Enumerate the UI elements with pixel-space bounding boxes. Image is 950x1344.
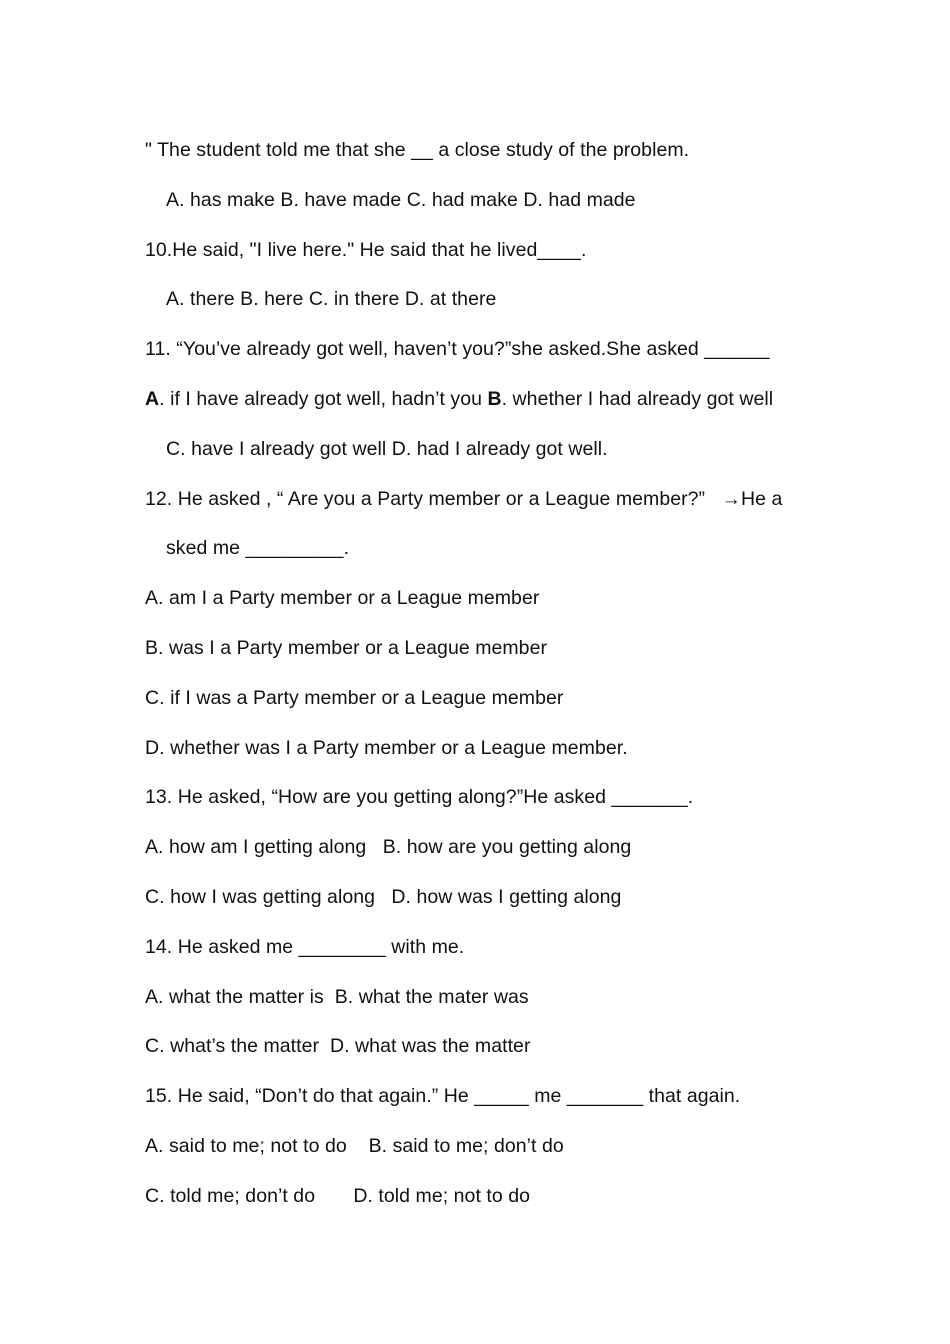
question-15-stem: 15. He said, “Don’t do that again.” He _____ me _______ that again. <box>145 1085 741 1108</box>
question-9-options: A. has make B. have made C. had make D. had made <box>166 188 636 211</box>
option-b-text: . whether I had already got well <box>501 387 774 410</box>
question-13-options-cd: C. how I was getting along D. how was I getting along <box>145 885 622 908</box>
question-12-stem-line2: sked me _________. <box>166 537 350 560</box>
question-11-options-ab <box>145 383 825 433</box>
option-a-text: . if I have already got well, hadn’t you <box>159 387 488 410</box>
question-11-options-cd: C. have I already got well D. had I already got well. <box>166 437 608 460</box>
question-list <box>145 134 825 1230</box>
question-12-option-d: D. whether was I a Party member or a League member. <box>145 736 628 759</box>
question-12-stem-line1: 12. He asked , “ Are you a Party member or a League member?” →He a <box>145 487 783 510</box>
question-10-options: A. there B. here C. in there D. at there <box>166 288 497 311</box>
question-13-options-ab: A. how am I getting along B. how are you getting along <box>145 836 632 859</box>
question-12-option-b: B. was I a Party member or a League member <box>145 636 548 659</box>
question-9-stem: " The student told me that she __ a close study of the problem. <box>145 139 690 161</box>
question-13-stem: 13. He asked, “How are you getting along?”He asked _______. <box>145 786 694 809</box>
question-14-options-ab: A. what the matter is B. what the mater was <box>145 985 529 1008</box>
question-12-option-c: C. if I was a Party member or a League member <box>145 686 564 709</box>
question-11-stem: 11. “You’ve already got well, haven’t you?”she asked.She asked ______ <box>145 338 770 361</box>
question-15-options-cd: C. told me; don’t do D. told me; not to do <box>145 1184 531 1207</box>
option-b-letter: B <box>487 387 502 410</box>
question-14-stem: 14. He asked me ________ with me. <box>145 935 465 958</box>
question-14-options-cd: C. what’s the matter D. what was the matter <box>145 1035 531 1058</box>
question-12-option-a: A. am I a Party member or a League member <box>145 587 540 610</box>
question-10-stem: 10.He said, "I live here." He said that he lived____. <box>145 238 587 261</box>
question-15-options-ab: A. said to me; not to do B. said to me; don’t do <box>145 1134 564 1157</box>
option-a-letter: A <box>145 387 160 410</box>
